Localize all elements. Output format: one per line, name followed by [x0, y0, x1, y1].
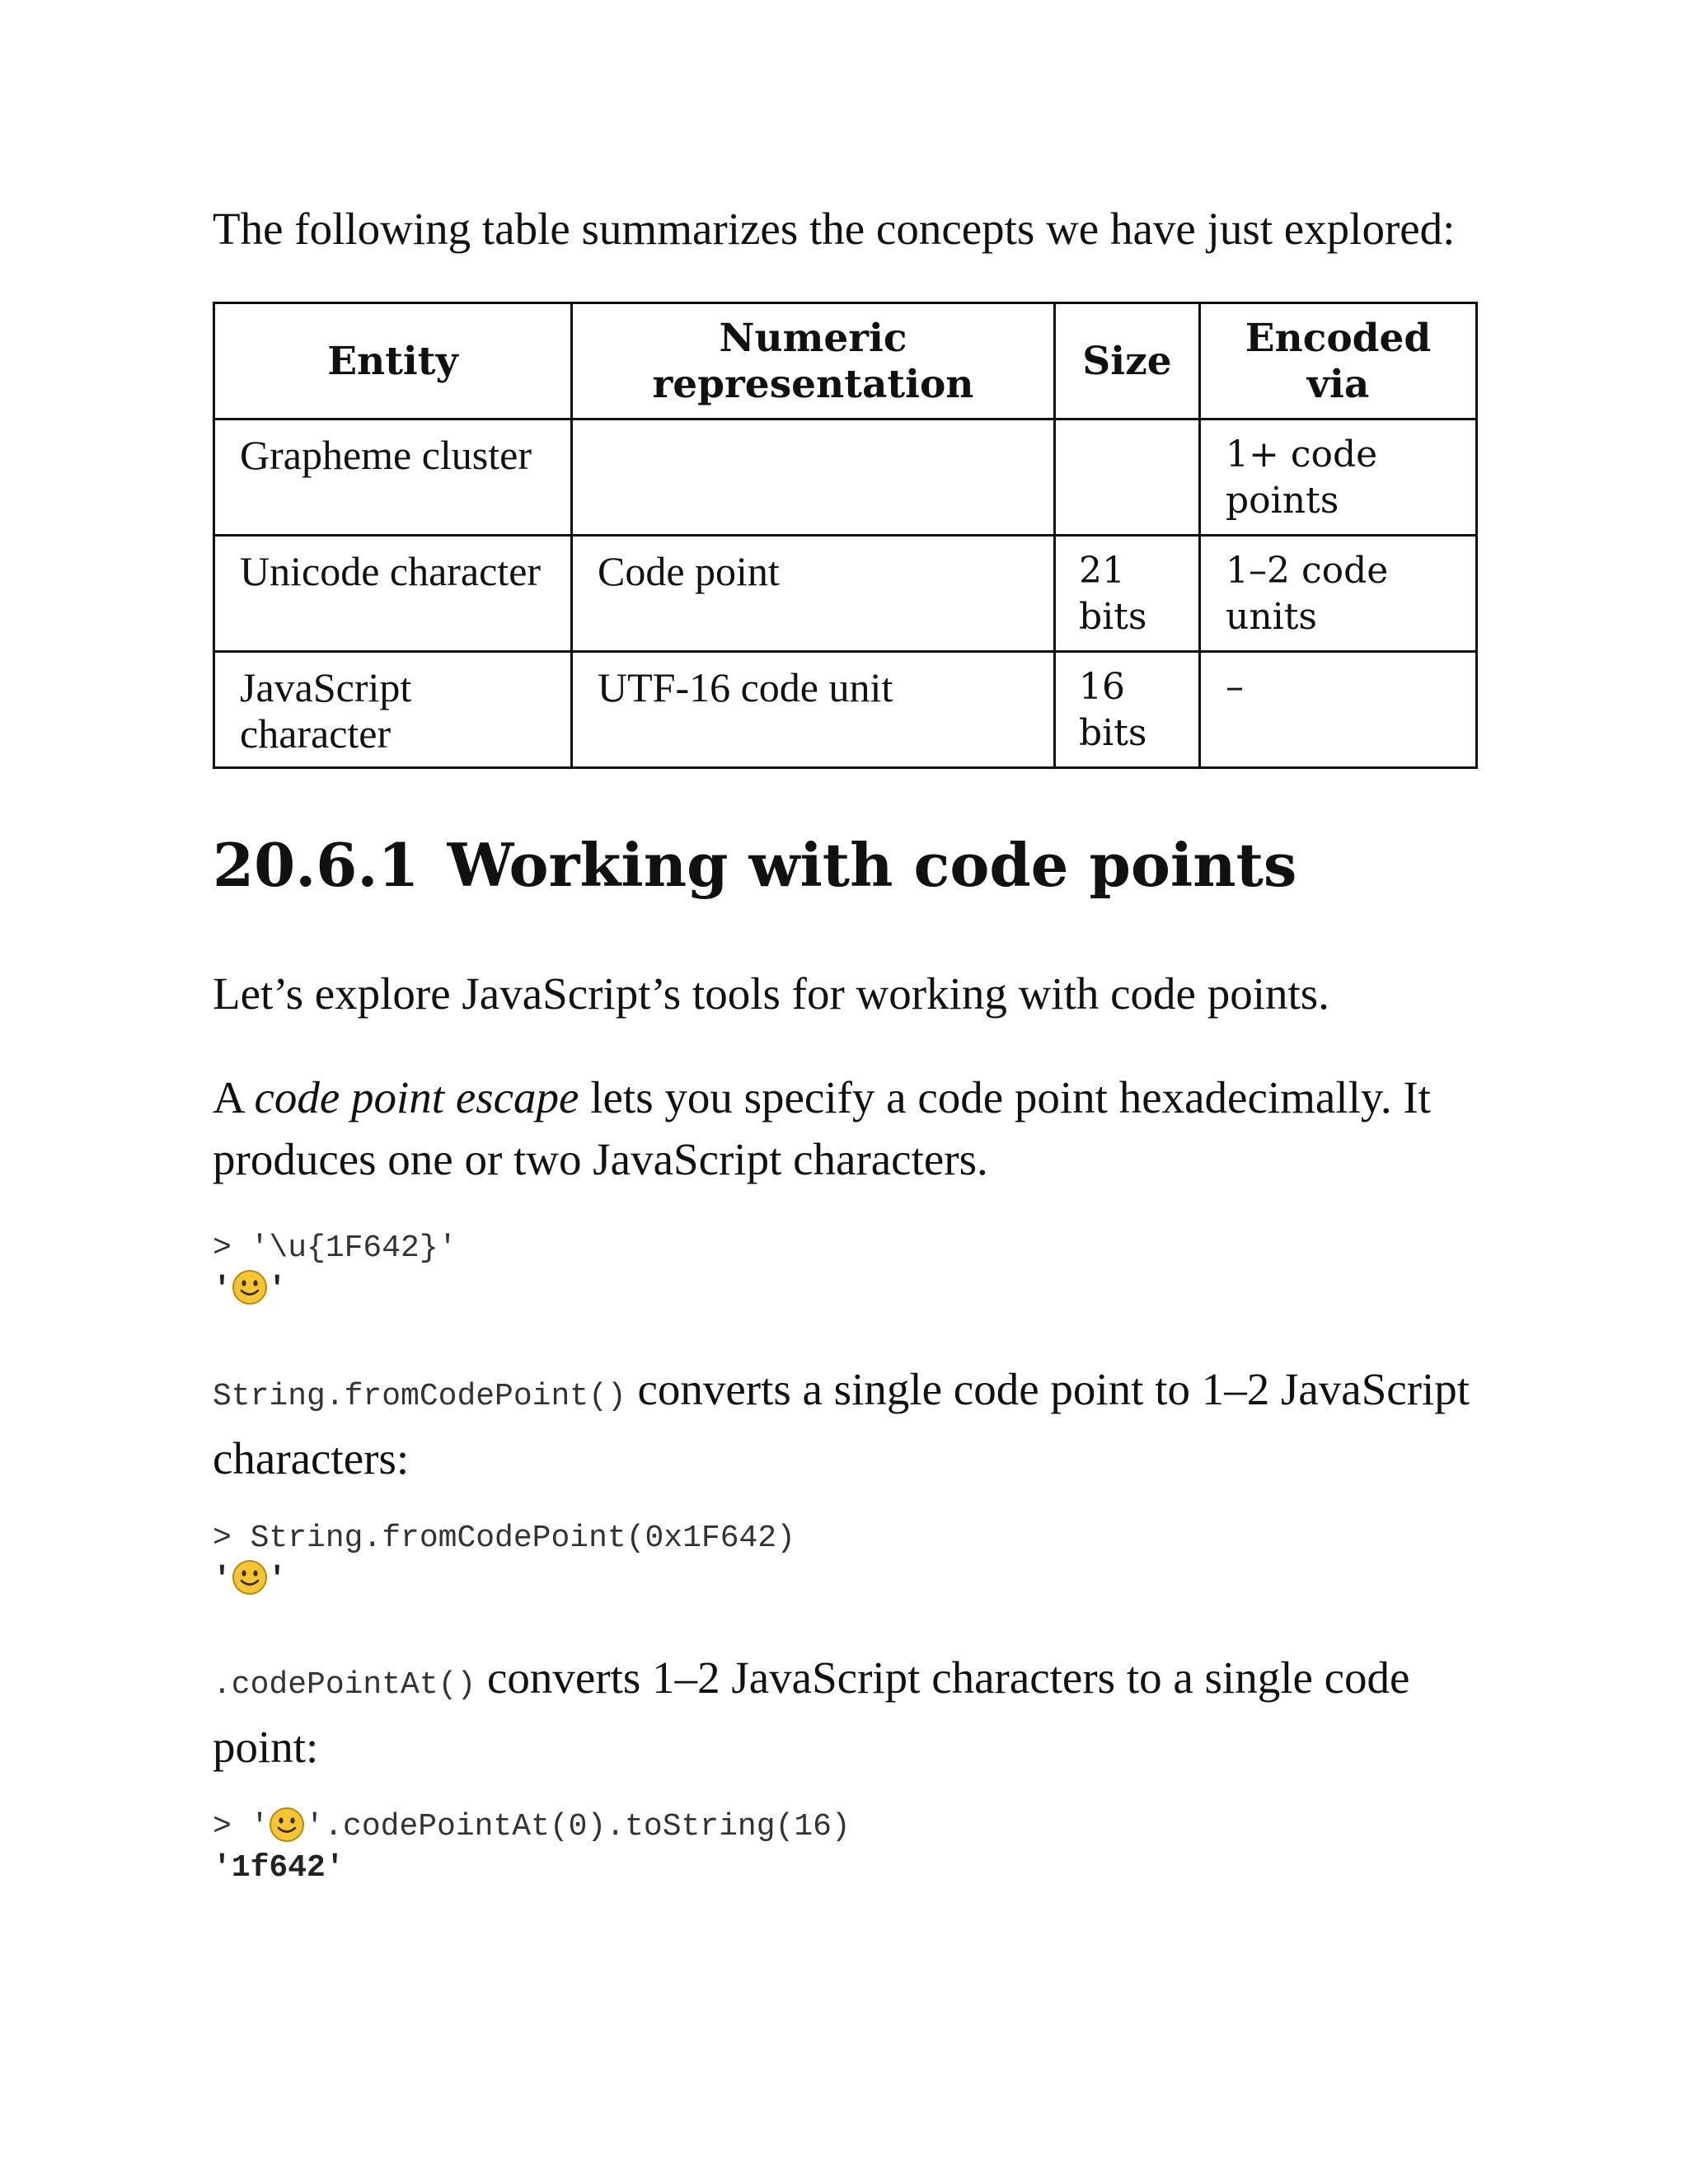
inline-code-code-point-at: .codePointAt() [213, 1667, 476, 1703]
header-encoded-via: Encoded via [1200, 303, 1477, 419]
section-heading [213, 824, 1296, 907]
slightly-smiling-face-icon [269, 1807, 305, 1843]
p4-text: converts 1–2 JavaScript characters to a single code point: [213, 1652, 1410, 1772]
section-number: 20.6.1 [213, 830, 420, 900]
code-output: '1f642' [213, 1850, 345, 1886]
code-output [213, 1562, 287, 1597]
code-input-suffix: '.codePointAt(0).toString(16) [305, 1809, 851, 1844]
cell-encoded: 1–2 code units [1200, 536, 1477, 652]
quote-open: ' [213, 1562, 232, 1597]
summary-table [213, 302, 1478, 769]
code-example-from-code-point [213, 1518, 795, 1601]
inline-code-from-code-point: String.fromCodePoint() [213, 1379, 626, 1414]
slightly-smiling-face-icon [232, 1269, 268, 1305]
header-size: Size [1055, 303, 1200, 419]
code-input-prefix: > ' [213, 1809, 270, 1844]
cell-size: 21 bits [1055, 536, 1200, 652]
header-numeric-representation: Numeric representation [572, 303, 1055, 419]
cell-encoded: 1+ code points [1200, 419, 1477, 536]
cell-numeric [572, 419, 1055, 536]
cell-numeric: Code point [572, 536, 1055, 652]
p3-text: converts a single code point to 1–2 JavaScript characters: [213, 1364, 1470, 1483]
code-output [213, 1272, 287, 1307]
table-header-row [214, 303, 1477, 419]
intro-paragraph: The following table summarizes the concepts we have just explored: [213, 204, 1456, 254]
slightly-smiling-face-icon [232, 1559, 268, 1596]
code-input: > '\u{1F642}' [213, 1230, 457, 1266]
quote-open: ' [213, 1272, 232, 1307]
p2-prefix: A [213, 1072, 255, 1122]
section-title: Working with code points [447, 830, 1297, 900]
code-example-escape [213, 1228, 457, 1310]
table-row [214, 536, 1477, 652]
paragraph-explore: Let’s explore JavaScript’s tools for working with code points. [213, 968, 1329, 1019]
quote-close: ' [267, 1562, 287, 1597]
cell-size: 16 bits [1055, 652, 1200, 768]
paragraph-code-point-at [213, 1647, 1475, 1778]
code-input [213, 1809, 851, 1844]
code-input: > String.fromCodePoint(0x1F642) [213, 1521, 795, 1556]
cell-entity: Grapheme cluster [214, 419, 572, 536]
cell-size [1055, 419, 1200, 536]
cell-encoded: – [1200, 652, 1477, 768]
header-entity: Entity [214, 303, 572, 419]
paragraph-code-point-escape [213, 1066, 1475, 1190]
p2-suffix: lets you specify a code point hexadecimally. It produces one or two JavaScript characters. [213, 1072, 1431, 1184]
table-row [214, 652, 1477, 768]
term-code-point-escape: code point escape [254, 1072, 579, 1122]
table-row [214, 419, 1477, 536]
paragraph-from-code-point [213, 1358, 1475, 1489]
quote-close: ' [267, 1272, 287, 1307]
cell-entity: Unicode character [214, 536, 572, 652]
cell-numeric: UTF-16 code unit [572, 652, 1055, 768]
cell-entity: JavaScript character [214, 652, 572, 768]
code-example-code-point-at [213, 1807, 851, 1889]
